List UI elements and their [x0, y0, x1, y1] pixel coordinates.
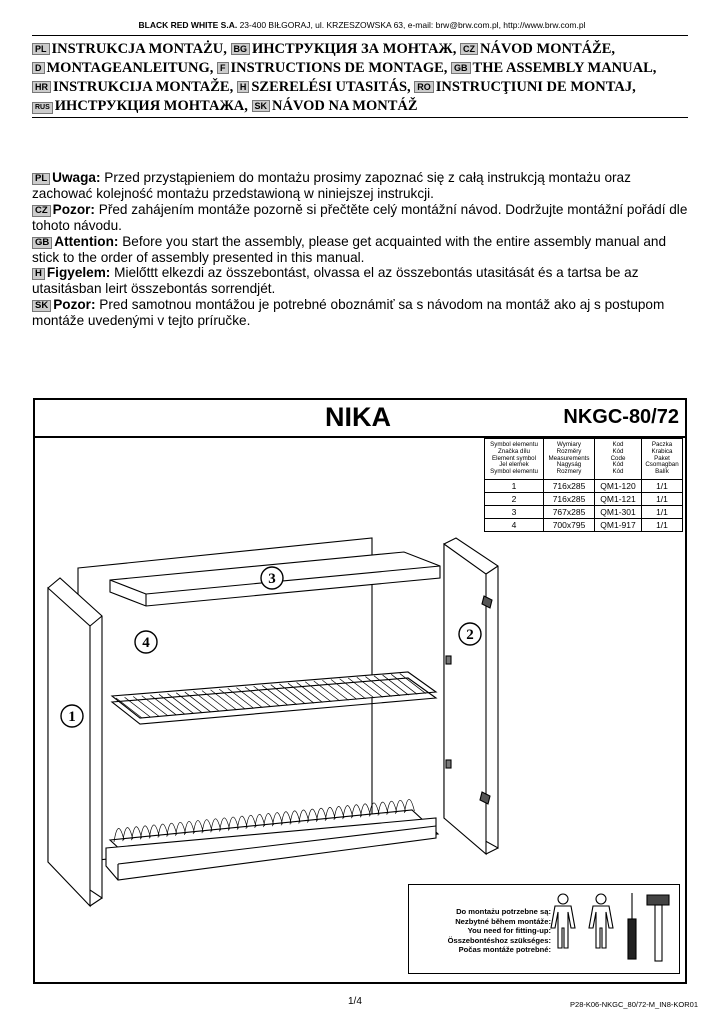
table-cell: 2	[485, 493, 544, 506]
header-line: Paczka	[651, 441, 673, 448]
person-icon	[589, 894, 613, 948]
language-tag: HR	[32, 81, 51, 93]
language-tag: CZ	[32, 205, 51, 217]
tools-text	[421, 907, 551, 955]
language-tag: H	[237, 81, 250, 93]
language-tag: CZ	[460, 43, 478, 55]
header-line: Značka dílu	[498, 447, 530, 455]
language-tag: PL	[32, 43, 50, 55]
page-number: 1/4	[348, 996, 362, 1007]
title-text: INSTRUCŢIUNI DE MONTAJ,	[435, 79, 636, 95]
intro-label: Uwaga:	[52, 170, 101, 185]
product-code: NKGC-80/72	[563, 406, 679, 428]
tools-line: You need for fitting-up:	[467, 926, 551, 936]
language-tag: GB	[32, 237, 52, 249]
header-line: Kód	[612, 461, 624, 469]
language-tag: H	[32, 268, 45, 280]
callout-3: 3	[268, 571, 276, 587]
table-cell: 1/1	[642, 493, 683, 506]
table-cell: QM1-121	[595, 493, 642, 506]
table-cell: 1/1	[642, 480, 683, 493]
header-line: Symbol elementu	[490, 468, 538, 476]
table-cell: 716x285	[544, 493, 595, 506]
title-text: INSTRUKCIJA MONTAŽE,	[53, 79, 234, 95]
table-cell: QM1-917	[595, 519, 642, 532]
header-line: Code	[610, 454, 626, 462]
table-cell: 3	[485, 506, 544, 519]
header-line: Paket	[654, 454, 670, 462]
intro-text: Przed przystąpieniem do montażu prosimy zapoznać się z całą instrukcją montażu oraz zachować kolejność montażu przedstawioną w niniejszej instrukcji.	[32, 170, 631, 201]
table-cell: 700x795	[544, 519, 595, 532]
header-line: Kód	[612, 447, 624, 455]
callout-1: 1	[68, 709, 76, 725]
title-text: INSTRUCTIONS DE MONTAGE,	[230, 60, 448, 76]
tools-line: Do montażu potrzebne są:	[456, 907, 551, 916]
language-tag: PL	[32, 173, 50, 185]
company-name: BLACK RED WHITE S.A.	[138, 20, 238, 30]
language-tag: F	[217, 62, 229, 74]
tools-line: Összebontéshoz szükséges:	[447, 935, 551, 945]
intro-text: Pred samotnou montážou je potrebné oboznámiť sa s návodom na montáž ako aj s postupom montáže uvedenými v tejto príručke.	[32, 297, 665, 329]
title-text: ИНСТРУКЦИЯ ЗА МОНТАЖ,	[252, 41, 457, 57]
product-name: NIKA	[325, 402, 391, 432]
tools-line: Nezbytné během montáže:	[455, 916, 551, 926]
title-text: MONTAGEANLEITUNG,	[46, 60, 214, 76]
table-cell: 1/1	[642, 519, 683, 532]
table-cell: 4	[485, 519, 544, 532]
header-line: Measurements	[548, 454, 590, 462]
language-tag: D	[32, 62, 45, 74]
person-icon	[551, 894, 575, 948]
language-tag: BG	[231, 43, 251, 55]
screwdriver-icon	[628, 893, 636, 959]
header-line: Wymiary	[556, 441, 581, 448]
header-line: Kod	[612, 441, 624, 448]
hammer-icon	[647, 895, 669, 961]
language-tag: RO	[414, 81, 434, 93]
tools-icons	[549, 889, 679, 969]
language-tag: RUS	[32, 102, 53, 114]
company-address: 23-400 BIŁGORAJ, ul. KRZESZOWSKA 63, e-mail: brw@brw.com.pl, http://www.brw.com.pl	[239, 20, 586, 30]
intro-label: Pozor:	[53, 297, 96, 313]
header-line: Rozměry	[556, 447, 582, 455]
tools-line: Počas montáže potrebné:	[458, 945, 551, 955]
header-line: Csomagban	[645, 461, 679, 469]
table-cell: 767x285	[544, 506, 595, 519]
callout-2: 2	[466, 627, 474, 643]
header-line: Rozmery	[556, 468, 582, 476]
intro-text: Mielőttt elkezdi az összebontást, olvassa el az összebontás utasitását és a tartsa be az utasitásban leirt összebontás sorrendjét.	[32, 265, 639, 297]
title-text: THE ASSEMBLY MANUAL,	[472, 60, 657, 76]
header-line: Balík	[655, 468, 669, 476]
table-cell: 1/1	[642, 506, 683, 519]
title-text: INSTRUKCJA MONTAŻU,	[51, 41, 227, 57]
table-cell: 1	[485, 480, 544, 493]
header-line: Symbol elementu	[490, 441, 538, 448]
intro-label: Pozor:	[52, 201, 95, 217]
title-text: NÁVOD MONTÁŽE,	[480, 41, 616, 57]
table-cell: 716x285	[544, 480, 595, 493]
language-tag: SK	[252, 100, 271, 112]
intro-label: Attention:	[54, 233, 119, 249]
title-text: SZERELÉSI UTASITÁS,	[251, 79, 411, 95]
header-line: Kód	[612, 468, 624, 476]
header-line: Nagyság	[556, 461, 582, 469]
document-code: P28-K06-NKGC_80/72-M_IN8-KOR01	[570, 1000, 698, 1009]
header-line: Element symbol	[491, 454, 537, 462]
callout-4: 4	[142, 635, 150, 651]
table-cell: QM1-120	[595, 480, 642, 493]
intro-text: Před zahájením montáže pozorně si přečtěte celý montážní návod. Dodržujte montážní pořádí dle tohoto návodu.	[32, 201, 688, 233]
header-line: Krabica	[651, 447, 673, 455]
tools-box	[408, 884, 680, 974]
table-cell: QM1-301	[595, 506, 642, 519]
language-tag: GB	[451, 62, 471, 74]
intro-text: Before you start the assembly, please get acquainted with the entire assembly manual and stick to the order of assembly presented in this manual.	[32, 233, 667, 265]
intro-label: Figyelem:	[46, 265, 111, 281]
title-text: NÁVOD NA MONTÁŽ	[272, 98, 418, 114]
language-tag: SK	[32, 300, 51, 312]
title-text: ИНСТРУКЦИЯ МОНТАЖА,	[54, 98, 248, 114]
header-line: Jel elemek	[499, 461, 529, 469]
